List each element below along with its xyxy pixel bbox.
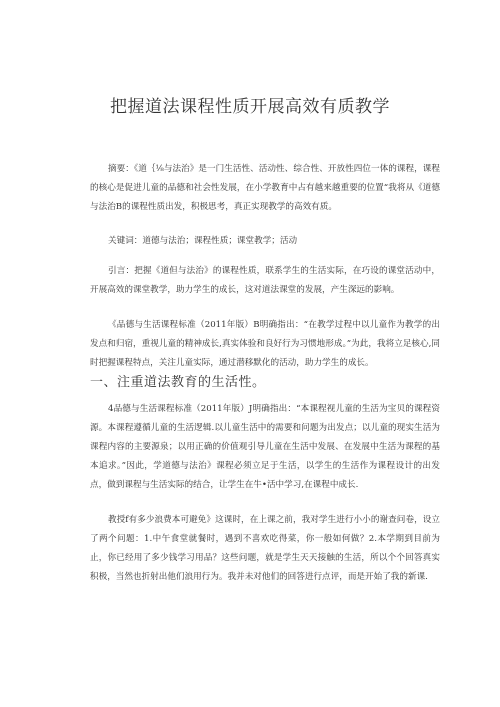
document-title: 把握道法课程性质开展高效有质教学 bbox=[110, 97, 390, 117]
abstract-paragraph: 摘要：《道｛⅛与法治》是一门生活性、活动性、综合性、开放性四位一体的课程，课程的核心是促进儿童的品德和社会性发展，在小学教育中占有越来越重要的位置“我将从《道德与法治B的课程性质出发，积极思考，真正实现教学的高效有质。 bbox=[90, 164, 440, 212]
standard-quote-paragraph: 《品德与生活课程标准（2011年版）B明确指出：“在教学过程中以儿童作为教学的出发点和归宿，重视儿童的精神成长,真实体验和良好行为习惯地形成。”为此，我将立足核心,同时把握课程特点，关注儿童实际，通过潜移默化的活动，助力学生的成长。 bbox=[90, 320, 440, 368]
body-paragraph: 教授f有多少浪费本可避免》这课时，在上课之前，我对学生进行小小的谢查问卷，设立了两个问题：1.中午食堂就餐时，遇到不喜欢吃得菜，你一般如何做？2.本学期到目前为止，你已经用了多少钱学习用品？这些问题，就是学生天天接触的生活，所以个个回答真实积极，当然也折射出他们浪用行为。我并未对他们的回答进行点评，而是开始了我的新课. bbox=[90, 515, 440, 582]
section-heading: 一、注重道法教育的生活性。 bbox=[90, 375, 266, 390]
body-paragraph: 4品德与生活课程标准（2011年版）J明确指出：“本课程视儿童的生活为宝贝的课程资源。本课程遵循儿童的生活逻辑.以儿童生活中的需要和问题为出发点；以儿童的现实生活为课程内容的主要源泉；以用正确的价值观引导儿童在生活中发展、在发展中生活为课程的基本追求。”因此，学道德与法治》课程必须立足于生活，以学生的生活作为课程设计的出发点，做到课程与生活实际的结合，让学生在牛•活中学习,在课程中成长. bbox=[90, 404, 440, 490]
intro-paragraph: 引言：把握《道但与法治》的课程性质，联系学生的生活实际，在巧设的课堂活动中，开展高效的课堂教学，助力学生的成长，这对道法课堂的发展，产生深远的影响。 bbox=[90, 266, 440, 295]
keywords-line: 关键词：道德与法治；课程性质；课堂教学；活动 bbox=[108, 236, 298, 246]
